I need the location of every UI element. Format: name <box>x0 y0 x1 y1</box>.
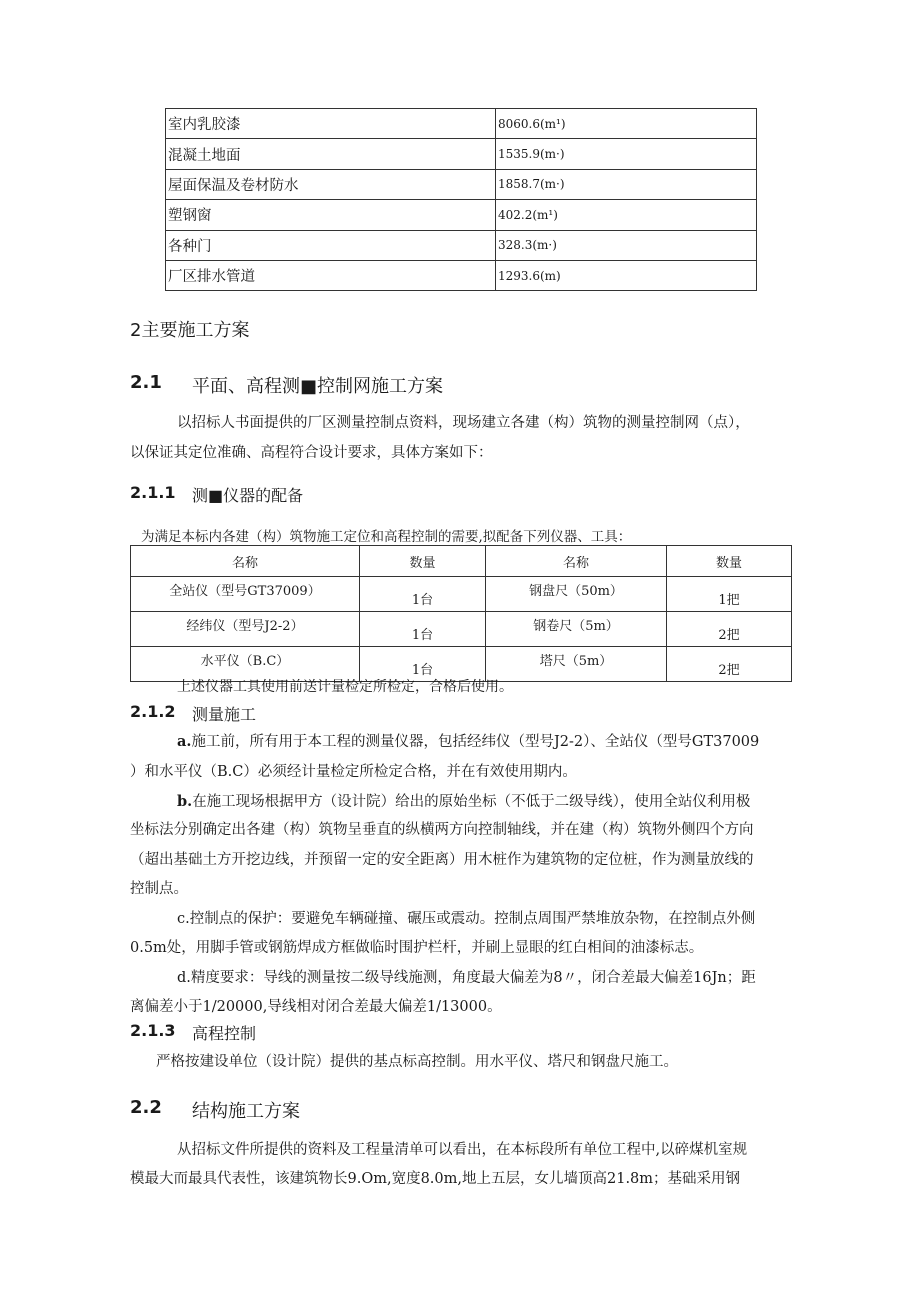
tool-name: 塔尺（5m） <box>486 647 667 682</box>
item-name: 屋面保温及卷材防水 <box>166 169 496 199</box>
column-header: 数量 <box>360 546 486 577</box>
table-row <box>131 577 792 612</box>
item-marker: b. <box>177 793 193 810</box>
paragraph-line <box>177 787 750 817</box>
item-name: 室内乳胶漆 <box>166 109 496 139</box>
instruments-note: 上述仪器工具使用前送计量检定所检定，合格后使用。 <box>177 679 513 695</box>
table-row <box>166 200 757 230</box>
table-row <box>166 230 757 260</box>
item-quantity: 1535.9(m·) <box>496 139 757 169</box>
paragraph-line: 坐标法分别确定出各建（构）筑物呈垂直的纵横两方向控制轴线，并在建（构）筑物外侧四个方向 <box>130 822 754 838</box>
paragraph-line: 离偏差小于1/20000,导线相对闭合差最大偏差1/13000。 <box>130 999 502 1015</box>
paragraph-line: 模最大而最具代表性，该建筑物长9.Om,宽度8.0m,地上五层，女儿墙顶高21.8m；基础采用钢 <box>130 1171 741 1187</box>
item-quantity: 1293.6(m) <box>496 260 757 290</box>
paragraph-text: 在施工现场根据甲方（设计院）给出的原始坐标（不低于二级导线），使用全站仪利用极 <box>192 794 751 810</box>
item-name: 各种门 <box>166 230 496 260</box>
tool-name: 钢卷尺（5m） <box>486 612 667 647</box>
item-marker: a. <box>177 733 192 750</box>
section-2-2-title: 结构施工方案 <box>192 1101 300 1122</box>
item-quantity: 1858.7(m·) <box>496 169 757 199</box>
item-name: 塑钢窗 <box>166 200 496 230</box>
quantity-table <box>165 108 757 291</box>
paragraph-line: c.控制点的保护：要避免车辆碰撞、碾压或震动。控制点周围严禁堆放杂物，在控制点外侧 <box>177 911 756 927</box>
section-2-1-heading <box>130 372 444 397</box>
paragraph-line: 0.5m处，用脚手管或钢筋焊成方框做临时围护栏杆，并刷上显眼的红白相间的油漆标志。 <box>130 940 704 956</box>
item-quantity: 402.2(m¹) <box>496 200 757 230</box>
instrument-name: 经纬仪（型号J2-2） <box>131 612 360 647</box>
column-header: 名称 <box>131 546 360 577</box>
tool-count: 2把 <box>667 647 792 682</box>
instruments-intro: 为满足本标内各建（构）筑物施工定位和高程控制的需要,拟配备下列仪器、工具： <box>141 529 632 545</box>
paragraph-line: 以保证其定位准确、高程符合设计要求，具体方案如下： <box>130 445 493 461</box>
table-row <box>131 612 792 647</box>
paragraph-line: d.精度要求：导线的测量按二级导线施测，角度最大偏差为8〃，闭合差最大偏差16Jn；距 <box>177 970 756 986</box>
table-header-row <box>131 546 792 577</box>
tool-count: 1把 <box>667 577 792 612</box>
table-row <box>166 260 757 290</box>
instrument-name: 全站仪（型号GT37009） <box>131 577 360 612</box>
section-2-1-1-number: 2.1.1 <box>130 483 176 502</box>
tool-count: 2把 <box>667 612 792 647</box>
paragraph-line: 以招标人书面提供的厂区测量控制点资料，现场建立各建（构）筑物的测量控制网（点）， <box>177 415 750 431</box>
item-name: 混凝土地面 <box>166 139 496 169</box>
instrument-name: 水平仪（B.C） <box>131 647 360 682</box>
paragraph-line: 严格按建设单位（设计院）提供的基点标高控制。用水平仪、塔尺和钢盘尺施工。 <box>156 1054 678 1070</box>
section-2-1-1-heading <box>130 483 304 505</box>
section-2-1-3-heading <box>130 1021 257 1043</box>
tool-name: 钢盘尺（50m） <box>486 577 667 612</box>
section-2-1-number: 2.1 <box>130 372 162 393</box>
section-2-heading: 2主要施工方案 <box>130 320 250 341</box>
instrument-count: 1台 <box>360 577 486 612</box>
item-name: 厂区排水管道 <box>166 260 496 290</box>
section-2-1-3-number: 2.1.3 <box>130 1021 176 1040</box>
section-2-1-title: 平面、高程测■控制网施工方案 <box>192 376 444 397</box>
table-row <box>166 109 757 139</box>
section-2-2-number: 2.2 <box>130 1097 162 1118</box>
column-header: 名称 <box>486 546 667 577</box>
item-quantity: 328.3(m·) <box>496 230 757 260</box>
paragraph-line: 从招标文件所提供的资料及工程量清单可以看出，在本标段所有单位工程中,以碎煤机室规 <box>177 1142 748 1158</box>
instrument-count: 1台 <box>360 612 486 647</box>
section-2-1-2-title: 测量施工 <box>192 705 257 724</box>
paragraph-line <box>177 727 759 757</box>
instruments-table <box>130 545 792 682</box>
paragraph-line: ）和水平仪（B.C）必须经计量检定所检定合格，并在有效使用期内。 <box>130 764 577 780</box>
item-quantity: 8060.6(m¹) <box>496 109 757 139</box>
instrument-count: 1台 <box>360 647 486 682</box>
column-header: 数量 <box>667 546 792 577</box>
table-row <box>166 169 757 199</box>
section-2-1-2-heading <box>130 702 257 724</box>
section-2-2-heading <box>130 1097 300 1122</box>
table-row <box>166 139 757 169</box>
paragraph-line: 控制点。 <box>130 881 188 897</box>
paragraph-text: 施工前，所有用于本工程的测量仪器，包括经纬仪（型号J2-2）、全站仪（型号GT37009 <box>191 734 760 750</box>
paragraph-line: （超出基础土方开挖边线，并预留一定的安全距离）用木桩作为建筑物的定位桩，作为测量放线的 <box>130 852 754 868</box>
section-2-1-3-title: 高程控制 <box>192 1024 257 1043</box>
section-2-1-1-title: 测■仪器的配备 <box>192 486 304 505</box>
section-2-1-2-number: 2.1.2 <box>130 702 176 721</box>
